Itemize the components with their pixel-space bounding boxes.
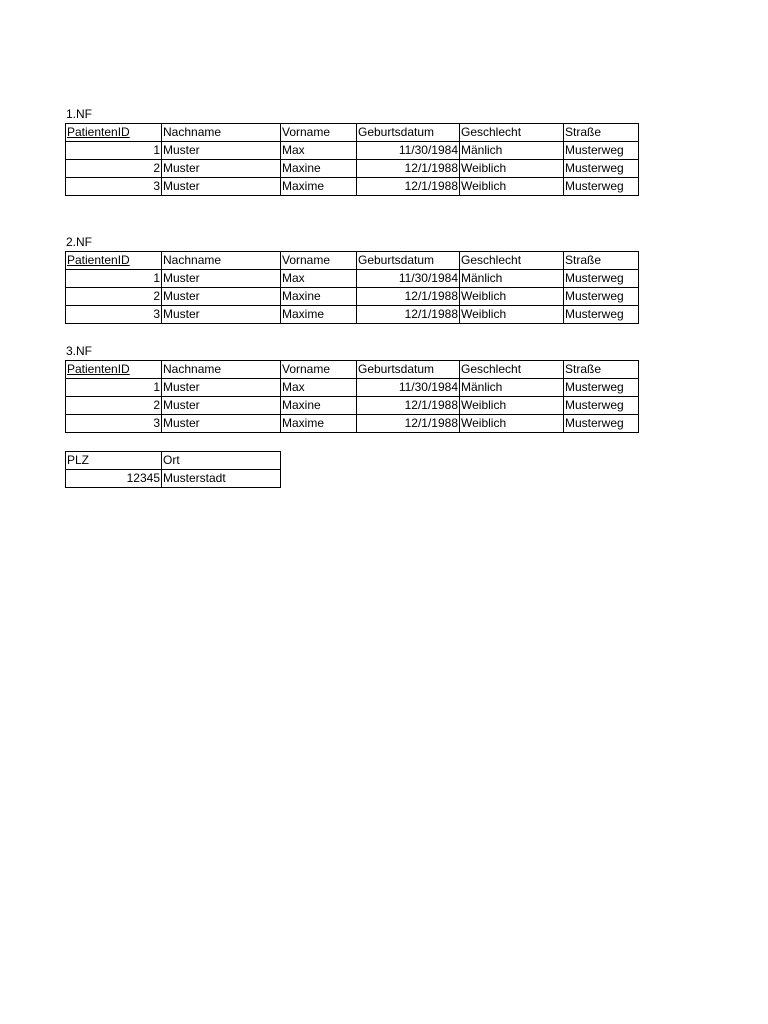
cell[interactable]: 11/30/1984: [357, 142, 460, 160]
cell[interactable]: Muster: [162, 270, 281, 288]
cell[interactable]: Muster: [162, 142, 281, 160]
cell[interactable]: Musterweg: [564, 160, 639, 178]
cell[interactable]: Maxime: [281, 415, 357, 433]
primary-key-label: PatientenID: [67, 362, 130, 376]
cell[interactable]: Weiblich: [460, 306, 564, 324]
cell[interactable]: 11/30/1984: [357, 379, 460, 397]
cell[interactable]: Musterweg: [564, 288, 639, 306]
cell[interactable]: Weiblich: [460, 288, 564, 306]
header-cell[interactable]: Vorname: [281, 124, 357, 142]
cell[interactable]: 3: [66, 306, 162, 324]
cell[interactable]: 12/1/1988: [357, 160, 460, 178]
section-title-1nf: 1.NF: [66, 107, 93, 121]
cell[interactable]: Weiblich: [460, 397, 564, 415]
cell[interactable]: Muster: [162, 306, 281, 324]
cell[interactable]: Mänlich: [460, 142, 564, 160]
header-cell[interactable]: Geschlecht: [460, 124, 564, 142]
cell[interactable]: Muster: [162, 160, 281, 178]
primary-key-label: PatientenID: [67, 253, 130, 267]
cell[interactable]: Maxine: [281, 160, 357, 178]
cell[interactable]: 3: [66, 178, 162, 196]
cell[interactable]: Mänlich: [460, 379, 564, 397]
cell[interactable]: Musterweg: [564, 178, 639, 196]
cell[interactable]: Mänlich: [460, 270, 564, 288]
table-plz-ort: [65, 451, 281, 488]
cell[interactable]: Maxine: [281, 397, 357, 415]
header-cell[interactable]: [66, 124, 162, 142]
cell[interactable]: 1: [66, 142, 162, 160]
table-row: [66, 379, 639, 397]
cell[interactable]: Maxine: [281, 288, 357, 306]
cell[interactable]: 1: [66, 379, 162, 397]
cell[interactable]: 12/1/1988: [357, 397, 460, 415]
header-cell[interactable]: [66, 252, 162, 270]
section-title-2nf: 2.NF: [66, 235, 93, 249]
header-cell[interactable]: [66, 361, 162, 379]
cell[interactable]: Musterweg: [564, 306, 639, 324]
cell[interactable]: 2: [66, 397, 162, 415]
table-3nf: [65, 360, 639, 433]
cell[interactable]: Max: [281, 142, 357, 160]
section-title-3nf: 3.NF: [66, 344, 93, 358]
primary-key-label: PatientenID: [67, 125, 130, 139]
header-cell[interactable]: Straße: [564, 252, 639, 270]
cell[interactable]: 11/30/1984: [357, 270, 460, 288]
cell[interactable]: Musterweg: [564, 142, 639, 160]
table-row: [66, 415, 639, 433]
cell[interactable]: Max: [281, 270, 357, 288]
cell[interactable]: Musterweg: [564, 415, 639, 433]
table-row: [66, 142, 639, 160]
table-header-row: [66, 252, 639, 270]
header-cell[interactable]: Ort: [162, 452, 281, 470]
cell[interactable]: Weiblich: [460, 178, 564, 196]
header-cell[interactable]: Vorname: [281, 361, 357, 379]
cell[interactable]: Musterweg: [564, 397, 639, 415]
cell[interactable]: Weiblich: [460, 415, 564, 433]
cell[interactable]: 3: [66, 415, 162, 433]
table-row: [66, 306, 639, 324]
header-cell[interactable]: Vorname: [281, 252, 357, 270]
cell[interactable]: 12/1/1988: [357, 288, 460, 306]
table-row: [66, 160, 639, 178]
table-1nf: [65, 123, 639, 196]
cell[interactable]: Muster: [162, 178, 281, 196]
cell[interactable]: Muster: [162, 397, 281, 415]
table-2nf: [65, 251, 639, 324]
cell[interactable]: Maxime: [281, 178, 357, 196]
cell[interactable]: Muster: [162, 415, 281, 433]
table-row: [66, 397, 639, 415]
cell[interactable]: Musterweg: [564, 379, 639, 397]
header-cell[interactable]: Geburtsdatum: [357, 124, 460, 142]
cell[interactable]: 12345: [66, 470, 162, 488]
cell[interactable]: 1: [66, 270, 162, 288]
table-header-row: [66, 361, 639, 379]
header-cell[interactable]: Geburtsdatum: [357, 252, 460, 270]
cell[interactable]: Max: [281, 379, 357, 397]
table-header-row: [66, 452, 281, 470]
cell[interactable]: 12/1/1988: [357, 415, 460, 433]
header-cell[interactable]: Straße: [564, 361, 639, 379]
cell[interactable]: Maxime: [281, 306, 357, 324]
table-row: [66, 470, 281, 488]
header-cell[interactable]: PLZ: [66, 452, 162, 470]
header-cell[interactable]: Straße: [564, 124, 639, 142]
cell[interactable]: Musterweg: [564, 270, 639, 288]
table-row: [66, 288, 639, 306]
header-cell[interactable]: Geschlecht: [460, 361, 564, 379]
cell[interactable]: 12/1/1988: [357, 306, 460, 324]
cell[interactable]: 2: [66, 288, 162, 306]
table-row: [66, 270, 639, 288]
cell[interactable]: Muster: [162, 288, 281, 306]
cell[interactable]: Weiblich: [460, 160, 564, 178]
header-cell[interactable]: Nachname: [162, 252, 281, 270]
header-cell[interactable]: Geschlecht: [460, 252, 564, 270]
table-header-row: [66, 124, 639, 142]
cell[interactable]: Musterstadt: [162, 470, 281, 488]
cell[interactable]: 2: [66, 160, 162, 178]
table-row: [66, 178, 639, 196]
header-cell[interactable]: Nachname: [162, 124, 281, 142]
header-cell[interactable]: Geburtsdatum: [357, 361, 460, 379]
header-cell[interactable]: Nachname: [162, 361, 281, 379]
cell[interactable]: Muster: [162, 379, 281, 397]
cell[interactable]: 12/1/1988: [357, 178, 460, 196]
